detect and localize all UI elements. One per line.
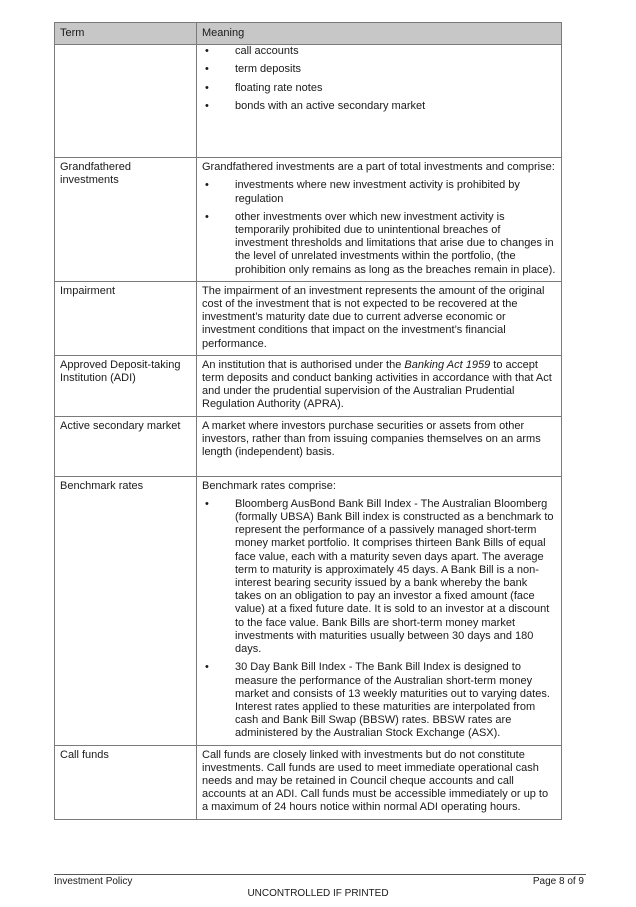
table-row xyxy=(55,281,562,355)
list-item: • Bloomberg AusBond Bank Bill Index - The Australian Bloomberg (formally UBSA) Bank Bill index is constructed as a benchmark to represent the performance of a passively managed short-term money market portfolio. It comprises thirteen Bank Bills of equal face value, each with a maturity seven days apart. The average term to maturity is approximately 45 days. A Bank Bill is a non-interest bearing security issued by a bank whereby the bank takes on an obligation to pay an investor a fixed amount (face value) at a fixed future date. It is sold to an investor at a discount to the face value. Bank Bills are short-term money market investments with maturities usually between 30 days and 180 days. xyxy=(205,497,554,656)
list-item: • 30 Day Bank Bill Index - The Bank Bill Index is designed to measure the performance of the Australian short-term money market and consists of 13 weekly maturities out to varying dates. Interest rates applied to these maturities are interpolated from cash and Bank Bill Swap (BBSW) rates. BBSW rates are administered by the Australian Stock Exchange (ASX). xyxy=(205,661,550,740)
bullet-icon: • xyxy=(205,99,209,112)
header-meaning: Meaning xyxy=(197,23,562,45)
bullet-list xyxy=(202,179,556,276)
meaning-cell: An institution that is authorised under the Banking Act 1959 to accept term deposits and conduct banking activities in accordance with that Act and under the prudential supervision of the Australian Prudential Regulation Authority (APRA). xyxy=(197,355,562,416)
act-name: Banking Act 1959 xyxy=(404,358,491,371)
footer-document-title: Investment Policy xyxy=(54,876,133,887)
term-cell: Call funds xyxy=(55,745,197,819)
meaning-cell: A market where investors purchase securities or assets from other investors, rather than from issuing companies themselves on an arms length (independent) basis. xyxy=(197,416,562,476)
meaning-cell xyxy=(197,158,562,282)
term-cell: Approved Deposit-taking Institution (ADI) xyxy=(55,355,197,416)
list-item: • term deposits xyxy=(205,63,302,76)
list-item: • investments where new investment activity is prohibited by regulation xyxy=(205,179,520,205)
list-item: • floating rate notes xyxy=(205,81,323,94)
list-item: • bonds with an active secondary market xyxy=(205,99,426,112)
term-cell: Active secondary market xyxy=(55,416,197,476)
meaning-intro: Grandfathered investments are a part of total investments and comprise: xyxy=(202,161,555,174)
bullet-icon: • xyxy=(205,81,209,94)
header-term: Term xyxy=(55,23,197,45)
list-item: • other investments over which new investment activity is temporarily prohibited due to unintentional breaches of investment thresholds and limitations that arise due to changes in the level of unrelated investments within the portfolio, (the prohibition only remains as long as the breaches remain in place). xyxy=(205,210,556,276)
table-header-row xyxy=(55,23,562,45)
glossary-table xyxy=(54,22,562,820)
table-row xyxy=(55,355,562,416)
bullet-icon: • xyxy=(205,661,209,674)
footer-divider xyxy=(54,874,586,875)
meaning-intro: Benchmark rates comprise: xyxy=(202,479,336,492)
table-row xyxy=(55,158,562,282)
meaning-cell: Call funds are closely linked with investments but do not constitute investments. Call funds are used to meet immediate operational cash needs and may be retained in Council cheque accounts and call accounts at an ADI. Call funds must be accessible immediately or up to a maximum of 24 hours notice within normal ADI operating hours. xyxy=(197,745,562,819)
term-cell: Grandfathered investments xyxy=(55,158,197,282)
table-row xyxy=(55,745,562,819)
bullet-list xyxy=(202,498,556,741)
bullet-list xyxy=(202,45,556,113)
term-cell xyxy=(55,45,197,158)
meaning-cell xyxy=(197,45,562,158)
table-row xyxy=(55,416,562,476)
bullet-icon: • xyxy=(205,63,209,76)
bullet-icon: • xyxy=(205,45,209,58)
footer-uncontrolled-notice: UNCONTROLLED IF PRINTED xyxy=(247,888,389,899)
meaning-cell: The impairment of an investment represents the amount of the original cost of the investment that is not expected to be recovered at the investment’s maturity date due to current adverse economic or investment conditions that impact on the investment’s financial performance. xyxy=(197,281,562,355)
term-cell: Impairment xyxy=(55,281,197,355)
bullet-icon: • xyxy=(205,179,209,192)
meaning-cell xyxy=(197,476,562,745)
footer-page-number: Page 8 of 9 xyxy=(532,876,584,887)
bullet-icon: • xyxy=(205,497,209,510)
list-item: • call accounts xyxy=(205,45,299,58)
bullet-icon: • xyxy=(205,210,209,223)
term-cell: Benchmark rates xyxy=(55,476,197,745)
table-row xyxy=(55,476,562,745)
table-row xyxy=(55,45,562,158)
